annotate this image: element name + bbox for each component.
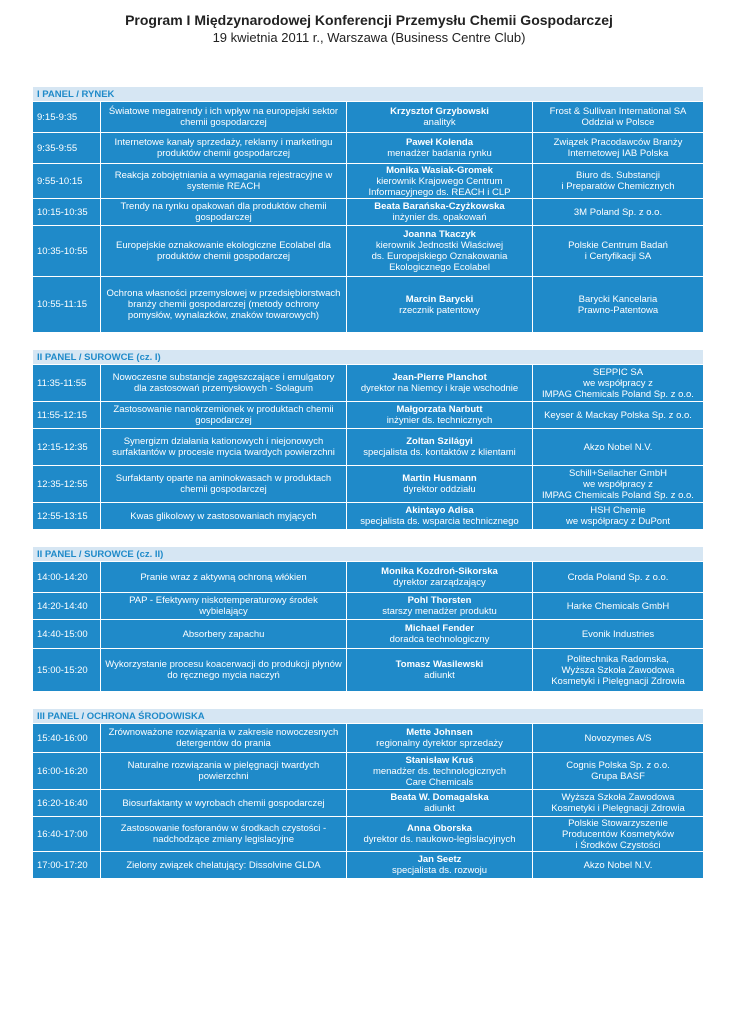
session-row bbox=[33, 133, 703, 164]
speaker-name: Stanisław Kruś bbox=[405, 754, 474, 766]
organization-cell: Novozymes A/S bbox=[584, 732, 652, 744]
speaker-cell bbox=[347, 102, 533, 132]
time-cell: 17:00-17:20 bbox=[33, 852, 101, 878]
organization-cell: Związek Pracodawców Branży Internetowej IAB Polska bbox=[553, 137, 683, 159]
topic-cell: Biosurfaktanty w wyrobach chemii gospodarczej bbox=[101, 790, 347, 816]
break-label: Rozpoczęcie konferencji bbox=[101, 72, 204, 84]
topic-cell: Reakcja zobojętniania a wymagania rejestracyjne w systemie REACH bbox=[101, 164, 347, 198]
speaker-cell bbox=[347, 199, 533, 225]
break-label: Zakończenie konferencji bbox=[101, 881, 204, 893]
session-row bbox=[33, 753, 703, 790]
session-row bbox=[33, 102, 703, 133]
session-row bbox=[33, 852, 703, 879]
organization-cell: Polskie Centrum Badań i Certyfikacji SA bbox=[568, 240, 668, 262]
speaker-cell bbox=[347, 852, 533, 878]
organization-cell: Polskie Stowarzyszenie Producentów Kosmetyków i Środków Czystości bbox=[562, 817, 674, 851]
topic-cell: Zastosowanie fosforanów w środkach czystości - nadchodzące zmiany legislacyjne bbox=[101, 817, 347, 851]
session-row bbox=[33, 817, 703, 852]
topic-cell: Zrównoważone rozwiązania w zakresie nowoczesnych detergentów do prania bbox=[101, 724, 347, 752]
speaker-role: dyrektor na Niemcy i kraje wschodnie bbox=[360, 383, 519, 394]
panel-label: III PANEL / OCHRONA ŚRODOWISKA bbox=[37, 710, 205, 722]
time-cell: 12:55-13:15 bbox=[33, 503, 101, 529]
session-row bbox=[33, 199, 703, 226]
page-subtitle: 19 kwietnia 2011 r., Warszawa (Business Centre Club) bbox=[212, 30, 526, 45]
time-cell: 14:00-14:20 bbox=[33, 562, 101, 592]
organization-cell: Akzo Nobel N.V. bbox=[583, 859, 653, 871]
speaker-role: kierownik Krajowego Centrum Informacyjnego ds. REACH i CLP bbox=[368, 175, 511, 198]
speaker-role: starszy menadżer produktu bbox=[382, 606, 497, 617]
speaker-role: adiunkt bbox=[424, 670, 455, 681]
break-row bbox=[33, 70, 703, 87]
time-cell: 16:20-16:40 bbox=[33, 790, 101, 816]
break-row bbox=[33, 530, 703, 547]
speaker-name: Monika Kozdroń-Sikorska bbox=[381, 566, 498, 577]
break-row bbox=[33, 333, 703, 350]
time-cell: 11:55-12:15 bbox=[33, 402, 101, 428]
speaker-name: Joanna Tkaczyk bbox=[403, 229, 476, 240]
organization-cell: HSH Chemie we współpracy z DuPont bbox=[565, 505, 671, 527]
time-cell: 11:35-11:55 bbox=[33, 365, 101, 401]
session-row bbox=[33, 620, 703, 649]
speaker-role: inżynier ds. opakowań bbox=[392, 212, 487, 223]
speaker-cell bbox=[347, 790, 533, 816]
organization-cell: SEPPIC SA we współpracy z IMPAG Chemicals Poland Sp. z o.o. bbox=[542, 366, 694, 400]
speaker-role: dyrektor oddziału bbox=[403, 484, 476, 495]
topic-cell: Pranie wraz z aktywną ochroną włókien bbox=[101, 562, 347, 592]
time-cell: 9:55-10:15 bbox=[33, 164, 101, 198]
session-row bbox=[33, 649, 703, 692]
topic-cell: Europejskie oznakowanie ekologiczne Ecolabel dla produktów chemii gospodarczej bbox=[101, 226, 347, 276]
speaker-cell bbox=[347, 503, 533, 529]
organization-cell: 3M Poland Sp. z o.o. bbox=[573, 206, 663, 218]
organization-cell: Keyser & Mackay Polska Sp. z o.o. bbox=[544, 409, 692, 421]
speaker-name: Anna Oborska bbox=[407, 823, 472, 834]
session-row bbox=[33, 277, 703, 333]
speaker-role: menadżer badania rynku bbox=[387, 148, 492, 159]
time-cell: 9:35-9:55 bbox=[33, 133, 101, 163]
speaker-role: specjalista ds. kontaktów z klientami bbox=[363, 447, 516, 458]
time-cell: 15:40-16:00 bbox=[33, 724, 101, 752]
speaker-cell bbox=[347, 817, 533, 851]
speaker-cell bbox=[347, 562, 533, 592]
panel-header bbox=[33, 350, 703, 365]
speaker-name: Tomasz Wasilewski bbox=[395, 659, 484, 670]
time-cell: 8:30-9:00 bbox=[33, 53, 101, 69]
time-cell: 10:15-10:35 bbox=[33, 199, 101, 225]
time-cell: 16:40-17:00 bbox=[33, 817, 101, 851]
time-cell: 10:35-10:55 bbox=[33, 226, 101, 276]
panel-label: I PANEL / RYNEK bbox=[37, 88, 115, 100]
speaker-role: inżynier ds. technicznych bbox=[386, 415, 493, 426]
speaker-name: Marcin Barycki bbox=[405, 293, 474, 305]
organization-cell: Akzo Nobel N.V. bbox=[583, 441, 653, 453]
speaker-role: adiunkt bbox=[424, 803, 455, 814]
panel-header bbox=[33, 709, 703, 724]
speaker-name: Beata Barańska-Czyżkowska bbox=[374, 201, 505, 212]
topic-cell: Synergizm działania kationowych i niejonowych surfaktantów w procesie mycia twardych powierzchni bbox=[101, 429, 347, 465]
speaker-name: Krzysztof Grzybowski bbox=[390, 106, 489, 117]
session-row bbox=[33, 226, 703, 277]
topic-cell: Zielony związek chelatujący: Dissolvine GLDA bbox=[101, 852, 347, 878]
time-cell: 16:00-16:20 bbox=[33, 753, 101, 789]
session-row bbox=[33, 164, 703, 199]
topic-cell: Kwas glikolowy w zastosowaniach myjących bbox=[101, 503, 347, 529]
session-row bbox=[33, 503, 703, 530]
topic-cell: PAP - Efektywny niskotemperaturowy środek wybielający bbox=[101, 593, 347, 619]
panel-header bbox=[33, 87, 703, 102]
topic-cell: Światowe megatrendy i ich wpływ na europejski sektor chemii gospodarczej bbox=[101, 102, 347, 132]
topic-cell: Trendy na rynku opakowań dla produktów chemii gospodarczej bbox=[101, 199, 347, 225]
session-row bbox=[33, 365, 703, 402]
organization-cell: Harke Chemicals GmbH bbox=[566, 600, 670, 612]
speaker-cell bbox=[347, 164, 533, 198]
speaker-cell bbox=[347, 402, 533, 428]
speaker-cell bbox=[347, 649, 533, 691]
schedule-table bbox=[33, 53, 703, 896]
session-row bbox=[33, 466, 703, 503]
speaker-role: dyrektor ds. naukowo-legislacyjnych bbox=[363, 834, 516, 845]
time-cell: 9:15-9:35 bbox=[33, 102, 101, 132]
speaker-cell bbox=[347, 277, 533, 332]
topic-cell: Naturalne rozwiązania w pielęgnacji twardych powierzchni bbox=[101, 753, 347, 789]
time-cell: 15:20-15:40 bbox=[33, 692, 101, 708]
break-label: Rejestracja bbox=[101, 55, 149, 67]
topic-cell: Internetowe kanały sprzedaży, reklamy i marketingu produktów chemii gospodarczej bbox=[101, 133, 347, 163]
speaker-name: Mette Johnsen bbox=[406, 727, 473, 738]
speaker-role: analityk bbox=[423, 117, 456, 128]
speaker-name: Jean-Pierre Planchot bbox=[392, 372, 487, 383]
organization-cell: Schill+Seilacher GmbH we współpracy z IMPAG Chemicals Poland Sp. z o.o. bbox=[542, 467, 694, 501]
speaker-name: Martin Husmann bbox=[402, 473, 477, 484]
time-cell: 14:40-15:00 bbox=[33, 620, 101, 648]
speaker-name: Zoltan Szilágyi bbox=[406, 436, 473, 447]
speaker-cell bbox=[347, 429, 533, 465]
session-row bbox=[33, 562, 703, 593]
organization-cell: Cognis Polska Sp. z o.o. Grupa BASF bbox=[566, 760, 670, 782]
speaker-name: Paweł Kolenda bbox=[405, 137, 474, 148]
break-row bbox=[33, 692, 703, 709]
speaker-cell bbox=[347, 753, 533, 789]
panel-header bbox=[33, 547, 703, 562]
speaker-cell bbox=[347, 133, 533, 163]
panel-label: II PANEL / SUROWCE (cz. II) bbox=[37, 548, 164, 560]
time-cell: 12:15-12:35 bbox=[33, 429, 101, 465]
speaker-name: Beata W. Domagalska bbox=[390, 792, 489, 803]
speaker-role: specjalista ds. wsparcia technicznego bbox=[360, 516, 519, 527]
topic-cell: Wykorzystanie procesu koacerwacji do produkcji płynów do ręcznego mycia naczyń bbox=[101, 649, 347, 691]
topic-cell: Ochrona własności przemysłowej w przedsiębiorstwach branży chemii gospodarczej (metody ochrony pomysłów, wynalazków, znaków towarowych) bbox=[101, 277, 347, 332]
speaker-role: doradca technologiczny bbox=[389, 634, 490, 645]
time-cell: 9:00-9:15 bbox=[33, 70, 101, 86]
topic-cell: Nowoczesne substancje zagęszczające i emulgatory dla zastosowań przemysłowych - Solagum bbox=[101, 365, 347, 401]
session-row bbox=[33, 724, 703, 753]
speaker-name: Akintayo Adisa bbox=[405, 505, 474, 516]
speaker-role: kierownik Jednostki Właściwej ds. Europejskiego Oznakowania Ekologicznego Ecolabel bbox=[371, 240, 508, 273]
break-label: Przerwa na lunch bbox=[101, 532, 175, 544]
time-cell: 10:55-11:15 bbox=[33, 277, 101, 332]
speaker-cell bbox=[347, 365, 533, 401]
time-cell: 11:15-11:35 bbox=[33, 333, 101, 349]
speaker-role: menadżer ds. technologicznych Care Chemicals bbox=[372, 765, 507, 788]
break-label: Przerwa kawowa bbox=[101, 335, 173, 347]
speaker-name: Jan Seetz bbox=[417, 854, 462, 865]
break-label: Przerwa kawowa bbox=[101, 694, 173, 706]
speaker-role: specjalista ds. rozwoju bbox=[391, 865, 488, 876]
speaker-role: rzecznik patentowy bbox=[399, 304, 480, 316]
organization-cell: Frost & Sullivan International SA Oddział w Polsce bbox=[549, 106, 687, 128]
speaker-role: dyrektor zarządzający bbox=[393, 577, 486, 588]
organization-cell: Evonik Industries bbox=[581, 628, 655, 640]
page-title: Program I Międzynarodowej Konferencji Przemysłu Chemii Gospodarczej bbox=[125, 12, 613, 28]
organization-cell: Croda Poland Sp. z o.o. bbox=[567, 571, 669, 583]
speaker-name: Monika Wasiak-Gromek bbox=[386, 164, 493, 176]
speaker-cell bbox=[347, 226, 533, 276]
organization-cell: Biuro ds. Substancji i Preparatów Chemicznych bbox=[561, 170, 675, 192]
panel-label: II PANEL / SUROWCE (cz. I) bbox=[37, 351, 161, 363]
session-row bbox=[33, 593, 703, 620]
organization-cell: Wyższa Szkoła Zawodowa Kosmetyki i Pielęgnacji Zdrowia bbox=[551, 792, 685, 814]
time-cell: 12:35-12:55 bbox=[33, 466, 101, 502]
speaker-name: Małgorzata Narbutt bbox=[396, 404, 483, 415]
topic-cell: Surfaktanty oparte na aminokwasach w produktach chemii gospodarczej bbox=[101, 466, 347, 502]
speaker-cell bbox=[347, 724, 533, 752]
speaker-cell bbox=[347, 593, 533, 619]
session-row bbox=[33, 429, 703, 466]
session-row bbox=[33, 790, 703, 817]
time-cell: 13:15-14:00 bbox=[33, 530, 101, 546]
topic-cell: Absorbery zapachu bbox=[101, 620, 347, 648]
speaker-cell bbox=[347, 466, 533, 502]
organization-cell: Politechnika Radomska, Wyższa Szkoła Zawodowa Kosmetyki i Pielęgnacji Zdrowia bbox=[551, 653, 685, 687]
speaker-cell bbox=[347, 620, 533, 648]
speaker-role: regionalny dyrektor sprzedaży bbox=[376, 738, 503, 749]
break-row bbox=[33, 53, 703, 70]
organization-cell: Barycki Kancelaria Prawno-Patentowa bbox=[577, 293, 659, 316]
time-cell: 15:00-15:20 bbox=[33, 649, 101, 691]
break-row bbox=[33, 879, 703, 896]
time-cell: 17:20-17:30 bbox=[33, 879, 101, 895]
speaker-name: Michael Fender bbox=[404, 623, 475, 634]
topic-cell: Zastosowanie nanokrzemionek w produktach chemii gospodarczej bbox=[101, 402, 347, 428]
session-row bbox=[33, 402, 703, 429]
speaker-name: Pohl Thorsten bbox=[407, 595, 472, 606]
time-cell: 14:20-14:40 bbox=[33, 593, 101, 619]
